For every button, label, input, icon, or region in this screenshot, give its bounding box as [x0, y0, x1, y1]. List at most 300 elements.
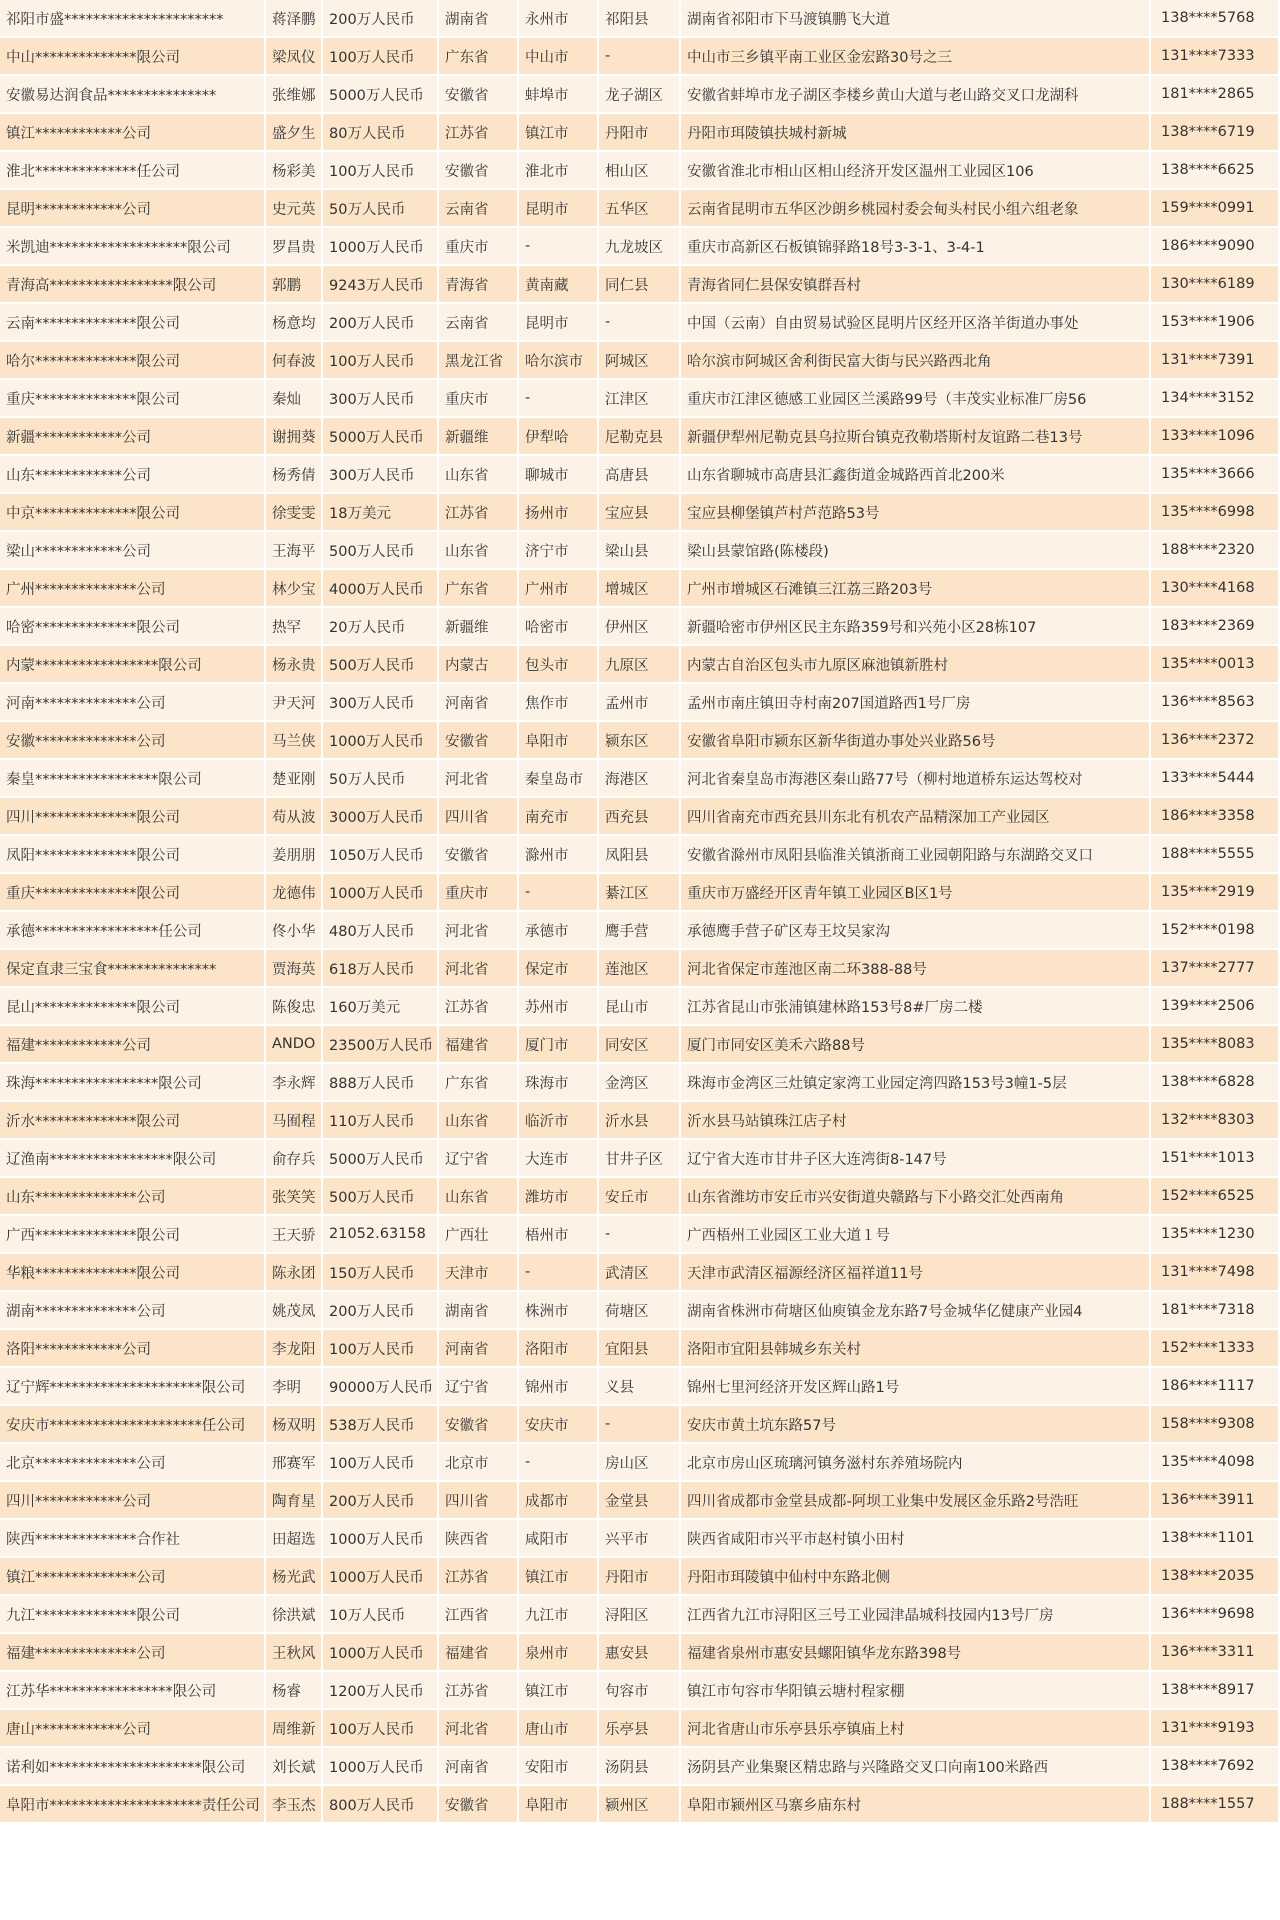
phone-cell: 152****6525	[1151, 1178, 1280, 1216]
address-cell: 天津市武清区福源经济区福祥道11号	[681, 1254, 1151, 1292]
district-cell: 同仁县	[599, 266, 681, 304]
phone-cell: 139****2506	[1151, 988, 1280, 1026]
city-cell: 济宁市	[519, 532, 599, 570]
province-cell: 四川省	[439, 1482, 519, 1520]
legal-rep-cell: 杨永贵	[266, 646, 323, 684]
address-cell: 宝应县柳堡镇芦村芦范路53号	[681, 494, 1151, 532]
province-cell: 黑龙江省	[439, 342, 519, 380]
address-cell: 广西梧州工业园区工业大道１号	[681, 1216, 1151, 1254]
phone-cell: 136****2372	[1151, 722, 1280, 760]
company-name-cell: 诺利如*********************限公司	[0, 1748, 266, 1786]
reg-capital-cell: 1200万人民币	[323, 1672, 439, 1710]
reg-capital-cell: 100万人民币	[323, 1444, 439, 1482]
legal-rep-cell: 热罕	[266, 608, 323, 646]
phone-cell: 136****3911	[1151, 1482, 1280, 1520]
address-cell: 河北省保定市莲池区南二环388-88号	[681, 950, 1151, 988]
district-cell: 安丘市	[599, 1178, 681, 1216]
district-cell: 同安区	[599, 1026, 681, 1064]
legal-rep-cell: 王秋风	[266, 1634, 323, 1672]
address-cell: 洛阳市宜阳县韩城乡东关村	[681, 1330, 1151, 1368]
table-row	[0, 912, 1280, 950]
province-cell: 重庆市	[439, 380, 519, 418]
company-name-cell: 陕西**************合作社	[0, 1520, 266, 1558]
province-cell: 河北省	[439, 950, 519, 988]
table-row	[0, 1748, 1280, 1786]
address-cell: 梁山县蒙馆路(陈楼段)	[681, 532, 1151, 570]
district-cell: 九原区	[599, 646, 681, 684]
company-name-cell: 江苏华*****************限公司	[0, 1672, 266, 1710]
city-cell: 珠海市	[519, 1064, 599, 1102]
phone-cell: 137****2777	[1151, 950, 1280, 988]
address-cell: 承德鹰手营子矿区寿王坟吴家沟	[681, 912, 1151, 950]
address-cell: 山东省潍坊市安丘市兴安街道央赣路与下小路交汇处西南角	[681, 1178, 1151, 1216]
district-cell: 金湾区	[599, 1064, 681, 1102]
company-name-cell: 安庆市*********************任公司	[0, 1406, 266, 1444]
company-name-cell: 重庆**************限公司	[0, 380, 266, 418]
reg-capital-cell: 1000万人民币	[323, 722, 439, 760]
city-cell: 厦门市	[519, 1026, 599, 1064]
company-name-cell: 河南**************公司	[0, 684, 266, 722]
district-cell: 阿城区	[599, 342, 681, 380]
address-cell: 河北省唐山市乐亭县乐亭镇庙上村	[681, 1710, 1151, 1748]
district-cell: 乐亭县	[599, 1710, 681, 1748]
phone-cell: 138****8917	[1151, 1672, 1280, 1710]
province-cell: 广东省	[439, 38, 519, 76]
reg-capital-cell: 1000万人民币	[323, 1748, 439, 1786]
district-cell: 伊州区	[599, 608, 681, 646]
city-cell: 聊城市	[519, 456, 599, 494]
province-cell: 安徽省	[439, 76, 519, 114]
district-cell: 九龙坡区	[599, 228, 681, 266]
address-cell: 江苏省昆山市张浦镇建林路153号8#厂房二楼	[681, 988, 1151, 1026]
address-cell: 汤阴县产业集聚区精忠路与兴隆路交叉口向南100米路西	[681, 1748, 1151, 1786]
city-cell: 安阳市	[519, 1748, 599, 1786]
reg-capital-cell: 10万人民币	[323, 1596, 439, 1634]
province-cell: 北京市	[439, 1444, 519, 1482]
district-cell: 颍州区	[599, 1786, 681, 1824]
province-cell: 湖南省	[439, 0, 519, 38]
reg-capital-cell: 5000万人民币	[323, 76, 439, 114]
city-cell: 安庆市	[519, 1406, 599, 1444]
legal-rep-cell: 李永辉	[266, 1064, 323, 1102]
address-cell: 孟州市南庄镇田寺村南207国道路西1号厂房	[681, 684, 1151, 722]
phone-cell: 181****2865	[1151, 76, 1280, 114]
district-cell: 增城区	[599, 570, 681, 608]
district-cell: 梁山县	[599, 532, 681, 570]
company-name-cell: 昆山**************限公司	[0, 988, 266, 1026]
table-row	[0, 1216, 1280, 1254]
phone-cell: 151****1013	[1151, 1140, 1280, 1178]
city-cell: 蚌埠市	[519, 76, 599, 114]
province-cell: 江苏省	[439, 494, 519, 532]
district-cell: 金堂县	[599, 1482, 681, 1520]
table-row	[0, 1482, 1280, 1520]
company-name-cell: 昆明************公司	[0, 190, 266, 228]
legal-rep-cell: 佟小华	[266, 912, 323, 950]
address-cell: 珠海市金湾区三灶镇定家湾工业园定湾四路153号3幢1-5层	[681, 1064, 1151, 1102]
legal-rep-cell: 尹天河	[266, 684, 323, 722]
address-cell: 安徽省滁州市凤阳县临淮关镇浙商工业园朝阳路与东湖路交叉口	[681, 836, 1151, 874]
province-cell: 河南省	[439, 684, 519, 722]
legal-rep-cell: 史元英	[266, 190, 323, 228]
reg-capital-cell: 5000万人民币	[323, 1140, 439, 1178]
address-cell: 中山市三乡镇平南工业区金宏路30号之三	[681, 38, 1151, 76]
company-name-cell: 阜阳市*********************责任公司	[0, 1786, 266, 1824]
province-cell: 安徽省	[439, 722, 519, 760]
city-cell: 锦州市	[519, 1368, 599, 1406]
table-row	[0, 38, 1280, 76]
address-cell: 沂水县马站镇珠江店子村	[681, 1102, 1151, 1140]
table-row	[0, 266, 1280, 304]
province-cell: 安徽省	[439, 1786, 519, 1824]
district-cell: 鹰手营	[599, 912, 681, 950]
table-row	[0, 1026, 1280, 1064]
district-cell: 宝应县	[599, 494, 681, 532]
legal-rep-cell: 杨秀倩	[266, 456, 323, 494]
district-cell: 孟州市	[599, 684, 681, 722]
legal-rep-cell: 林少宝	[266, 570, 323, 608]
reg-capital-cell: 200万人民币	[323, 1292, 439, 1330]
address-cell: 山东省聊城市高唐县汇鑫街道金城路西首北200米	[681, 456, 1151, 494]
phone-cell: 136****3311	[1151, 1634, 1280, 1672]
phone-cell: 188****1557	[1151, 1786, 1280, 1824]
reg-capital-cell: 1000万人民币	[323, 228, 439, 266]
city-cell: 成都市	[519, 1482, 599, 1520]
district-cell: 莲池区	[599, 950, 681, 988]
table-row	[0, 1634, 1280, 1672]
reg-capital-cell: 1000万人民币	[323, 874, 439, 912]
table-row	[0, 1444, 1280, 1482]
district-cell: 惠安县	[599, 1634, 681, 1672]
company-name-cell: 内蒙*****************限公司	[0, 646, 266, 684]
address-cell: 新疆哈密市伊州区民主东路359号和兴苑小区28栋107	[681, 608, 1151, 646]
city-cell: 大连市	[519, 1140, 599, 1178]
district-cell: 綦江区	[599, 874, 681, 912]
city-cell: 泉州市	[519, 1634, 599, 1672]
reg-capital-cell: 100万人民币	[323, 1330, 439, 1368]
province-cell: 辽宁省	[439, 1140, 519, 1178]
legal-rep-cell: 陈俊忠	[266, 988, 323, 1026]
province-cell: 青海省	[439, 266, 519, 304]
province-cell: 安徽省	[439, 152, 519, 190]
company-name-cell: 镇江************公司	[0, 114, 266, 152]
district-cell: 海港区	[599, 760, 681, 798]
legal-rep-cell: ANDO	[266, 1026, 323, 1064]
reg-capital-cell: 160万美元	[323, 988, 439, 1026]
phone-cell: 134****3152	[1151, 380, 1280, 418]
district-cell: 义县	[599, 1368, 681, 1406]
company-name-cell: 哈尔**************限公司	[0, 342, 266, 380]
reg-capital-cell: 500万人民币	[323, 532, 439, 570]
address-cell: 福建省泉州市惠安县螺阳镇华龙东路398号	[681, 1634, 1151, 1672]
phone-cell: 131****7391	[1151, 342, 1280, 380]
table-row	[0, 1406, 1280, 1444]
address-cell: 镇江市句容市华阳镇云塘村程家棚	[681, 1672, 1151, 1710]
legal-rep-cell: 蒋泽鹏	[266, 0, 323, 38]
city-cell: 昆明市	[519, 190, 599, 228]
company-name-cell: 秦皇*****************限公司	[0, 760, 266, 798]
city-cell: 临沂市	[519, 1102, 599, 1140]
city-cell: 九江市	[519, 1596, 599, 1634]
city-cell: 株洲市	[519, 1292, 599, 1330]
phone-cell: 138****5768	[1151, 0, 1280, 38]
district-cell: 高唐县	[599, 456, 681, 494]
table-row	[0, 1292, 1280, 1330]
table-row	[0, 1330, 1280, 1368]
address-cell: 辽宁省大连市甘井子区大连湾街8-147号	[681, 1140, 1151, 1178]
phone-cell: 135****1230	[1151, 1216, 1280, 1254]
company-name-cell: 广西**************限公司	[0, 1216, 266, 1254]
company-name-cell: 华粮**************限公司	[0, 1254, 266, 1292]
reg-capital-cell: 100万人民币	[323, 342, 439, 380]
reg-capital-cell: 500万人民币	[323, 1178, 439, 1216]
table-row	[0, 494, 1280, 532]
company-name-cell: 中京**************限公司	[0, 494, 266, 532]
province-cell: 广西壮	[439, 1216, 519, 1254]
table-row	[0, 114, 1280, 152]
phone-cell: 188****2320	[1151, 532, 1280, 570]
company-name-cell: 米凯迪*******************限公司	[0, 228, 266, 266]
address-cell: 青海省同仁县保安镇群吾村	[681, 266, 1151, 304]
district-cell: 武清区	[599, 1254, 681, 1292]
company-name-cell: 保定直隶三宝食***************	[0, 950, 266, 988]
address-cell: 重庆市江津区德感工业园区兰溪路99号（丰茂实业标准厂房56	[681, 380, 1151, 418]
company-name-cell: 祁阳市盛**********************	[0, 0, 266, 38]
district-cell: 相山区	[599, 152, 681, 190]
district-cell: 尼勒克县	[599, 418, 681, 456]
city-cell: 哈密市	[519, 608, 599, 646]
district-cell: 兴平市	[599, 1520, 681, 1558]
legal-rep-cell: 陶育星	[266, 1482, 323, 1520]
company-name-cell: 山东************公司	[0, 456, 266, 494]
province-cell: 山东省	[439, 532, 519, 570]
table-row	[0, 722, 1280, 760]
company-name-cell: 洛阳************公司	[0, 1330, 266, 1368]
phone-cell: 183****2369	[1151, 608, 1280, 646]
table-row	[0, 684, 1280, 722]
province-cell: 新疆维	[439, 608, 519, 646]
company-name-cell: 山东**************公司	[0, 1178, 266, 1216]
reg-capital-cell: 110万人民币	[323, 1102, 439, 1140]
province-cell: 云南省	[439, 190, 519, 228]
city-cell: -	[519, 1444, 599, 1482]
district-cell: -	[599, 38, 681, 76]
reg-capital-cell: 100万人民币	[323, 152, 439, 190]
reg-capital-cell: 200万人民币	[323, 0, 439, 38]
legal-rep-cell: 马兰侠	[266, 722, 323, 760]
province-cell: 重庆市	[439, 228, 519, 266]
table-row	[0, 988, 1280, 1026]
legal-rep-cell: 秦灿	[266, 380, 323, 418]
legal-rep-cell: 田超选	[266, 1520, 323, 1558]
reg-capital-cell: 300万人民币	[323, 684, 439, 722]
table-row	[0, 874, 1280, 912]
reg-capital-cell: 538万人民币	[323, 1406, 439, 1444]
company-name-cell: 镇江**************公司	[0, 1558, 266, 1596]
phone-cell: 186****1117	[1151, 1368, 1280, 1406]
address-cell: 四川省南充市西充县川东北有机农产品精深加工产业园区	[681, 798, 1151, 836]
company-name-cell: 凤阳**************限公司	[0, 836, 266, 874]
phone-cell: 130****6189	[1151, 266, 1280, 304]
city-cell: 焦作市	[519, 684, 599, 722]
reg-capital-cell: 23500万人民币	[323, 1026, 439, 1064]
district-cell: 句容市	[599, 1672, 681, 1710]
reg-capital-cell: 18万美元	[323, 494, 439, 532]
phone-cell: 136****8563	[1151, 684, 1280, 722]
city-cell: 中山市	[519, 38, 599, 76]
city-cell: 伊犁哈	[519, 418, 599, 456]
company-name-cell: 云南**************限公司	[0, 304, 266, 342]
city-cell: 潍坊市	[519, 1178, 599, 1216]
province-cell: 湖南省	[439, 1292, 519, 1330]
reg-capital-cell: 50万人民币	[323, 760, 439, 798]
legal-rep-cell: 杨彩美	[266, 152, 323, 190]
table-row	[0, 570, 1280, 608]
reg-capital-cell: 300万人民币	[323, 456, 439, 494]
legal-rep-cell: 谢拥葵	[266, 418, 323, 456]
city-cell: -	[519, 380, 599, 418]
district-cell: 丹阳市	[599, 1558, 681, 1596]
legal-rep-cell: 杨光武	[266, 1558, 323, 1596]
reg-capital-cell: 80万人民币	[323, 114, 439, 152]
province-cell: 山东省	[439, 456, 519, 494]
city-cell: 苏州市	[519, 988, 599, 1026]
company-name-cell: 珠海*****************限公司	[0, 1064, 266, 1102]
city-cell: -	[519, 1254, 599, 1292]
table-row	[0, 1178, 1280, 1216]
province-cell: 江苏省	[439, 114, 519, 152]
reg-capital-cell: 1000万人民币	[323, 1520, 439, 1558]
legal-rep-cell: 王海平	[266, 532, 323, 570]
table-row	[0, 304, 1280, 342]
phone-cell: 131****7333	[1151, 38, 1280, 76]
reg-capital-cell: 618万人民币	[323, 950, 439, 988]
table-row	[0, 950, 1280, 988]
company-name-cell: 四川**************限公司	[0, 798, 266, 836]
district-cell: 房山区	[599, 1444, 681, 1482]
company-name-cell: 承德*****************任公司	[0, 912, 266, 950]
table-row	[0, 456, 1280, 494]
province-cell: 山东省	[439, 1102, 519, 1140]
reg-capital-cell: 300万人民币	[323, 380, 439, 418]
table-row	[0, 152, 1280, 190]
province-cell: 江苏省	[439, 988, 519, 1026]
city-cell: 承德市	[519, 912, 599, 950]
legal-rep-cell: 刘长斌	[266, 1748, 323, 1786]
city-cell: 南充市	[519, 798, 599, 836]
company-name-cell: 辽渔南*****************限公司	[0, 1140, 266, 1178]
legal-rep-cell: 杨意均	[266, 304, 323, 342]
district-cell: 甘井子区	[599, 1140, 681, 1178]
table-row	[0, 380, 1280, 418]
table-row	[0, 1140, 1280, 1178]
legal-rep-cell: 龙德伟	[266, 874, 323, 912]
reg-capital-cell: 200万人民币	[323, 1482, 439, 1520]
phone-cell: 138****6625	[1151, 152, 1280, 190]
phone-cell: 152****1333	[1151, 1330, 1280, 1368]
district-cell: -	[599, 304, 681, 342]
phone-cell: 158****9308	[1151, 1406, 1280, 1444]
province-cell: 辽宁省	[439, 1368, 519, 1406]
company-name-cell: 北京**************公司	[0, 1444, 266, 1482]
legal-rep-cell: 楚亚刚	[266, 760, 323, 798]
reg-capital-cell: 4000万人民币	[323, 570, 439, 608]
company-name-cell: 广州**************公司	[0, 570, 266, 608]
reg-capital-cell: 100万人民币	[323, 1710, 439, 1748]
table-row	[0, 1368, 1280, 1406]
legal-rep-cell: 张维娜	[266, 76, 323, 114]
address-cell: 陕西省咸阳市兴平市赵村镇小田村	[681, 1520, 1151, 1558]
reg-capital-cell: 100万人民币	[323, 38, 439, 76]
address-cell: 阜阳市颍州区马寨乡庙东村	[681, 1786, 1151, 1824]
address-cell: 四川省成都市金堂县成都-阿坝工业集中发展区金乐路2号浩旺	[681, 1482, 1151, 1520]
reg-capital-cell: 1000万人民币	[323, 1634, 439, 1672]
company-name-cell: 四川************公司	[0, 1482, 266, 1520]
phone-cell: 159****0991	[1151, 190, 1280, 228]
reg-capital-cell: 500万人民币	[323, 646, 439, 684]
phone-cell: 136****9698	[1151, 1596, 1280, 1634]
district-cell: 宜阳县	[599, 1330, 681, 1368]
address-cell: 湖南省祁阳市下马渡镇鹏飞大道	[681, 0, 1151, 38]
company-name-cell: 重庆**************限公司	[0, 874, 266, 912]
reg-capital-cell: 888万人民币	[323, 1064, 439, 1102]
legal-rep-cell: 马囿程	[266, 1102, 323, 1140]
district-cell: 五华区	[599, 190, 681, 228]
legal-rep-cell: 郭鹏	[266, 266, 323, 304]
company-name-cell: 九江**************限公司	[0, 1596, 266, 1634]
legal-rep-cell: 周维新	[266, 1710, 323, 1748]
company-name-cell: 沂水**************限公司	[0, 1102, 266, 1140]
district-cell: 颍东区	[599, 722, 681, 760]
phone-cell: 135****3666	[1151, 456, 1280, 494]
city-cell: 哈尔滨市	[519, 342, 599, 380]
address-cell: 安徽省淮北市相山区相山经济开发区温州工业园区106	[681, 152, 1151, 190]
company-name-cell: 哈密**************限公司	[0, 608, 266, 646]
legal-rep-cell: 姚茂凤	[266, 1292, 323, 1330]
company-name-cell: 湖南**************公司	[0, 1292, 266, 1330]
province-cell: 江西省	[439, 1596, 519, 1634]
district-cell: 昆山市	[599, 988, 681, 1026]
phone-cell: 138****6828	[1151, 1064, 1280, 1102]
phone-cell: 132****8303	[1151, 1102, 1280, 1140]
phone-cell: 130****4168	[1151, 570, 1280, 608]
city-cell: 唐山市	[519, 1710, 599, 1748]
table-row	[0, 836, 1280, 874]
table-row	[0, 798, 1280, 836]
address-cell: 安徽省蚌埠市龙子湖区李楼乡黄山大道与老山路交叉口龙湖科	[681, 76, 1151, 114]
reg-capital-cell: 9243万人民币	[323, 266, 439, 304]
table-row	[0, 0, 1280, 38]
reg-capital-cell: 20万人民币	[323, 608, 439, 646]
province-cell: 新疆维	[439, 418, 519, 456]
table-row	[0, 1064, 1280, 1102]
province-cell: 天津市	[439, 1254, 519, 1292]
table-row	[0, 190, 1280, 228]
company-name-cell: 青海高*****************限公司	[0, 266, 266, 304]
province-cell: 福建省	[439, 1026, 519, 1064]
legal-rep-cell: 李龙阳	[266, 1330, 323, 1368]
table-row	[0, 1558, 1280, 1596]
province-cell: 安徽省	[439, 1406, 519, 1444]
reg-capital-cell: 800万人民币	[323, 1786, 439, 1824]
district-cell: 凤阳县	[599, 836, 681, 874]
legal-rep-cell: 张笑笑	[266, 1178, 323, 1216]
city-cell: 包头市	[519, 646, 599, 684]
phone-cell: 186****3358	[1151, 798, 1280, 836]
legal-rep-cell: 罗昌贵	[266, 228, 323, 266]
city-cell: 淮北市	[519, 152, 599, 190]
province-cell: 河北省	[439, 760, 519, 798]
